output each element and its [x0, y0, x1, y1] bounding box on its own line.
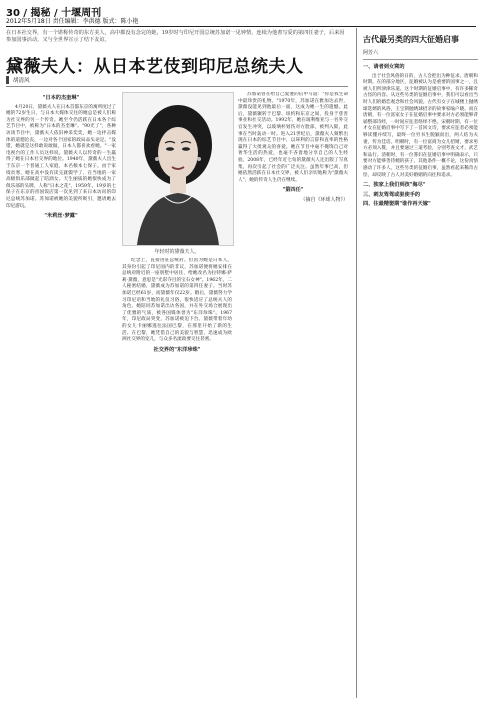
article-lead: 在日本社交界，有一个堪称传奇的东方美人，高中都没有念完的她，19岁时与印尼开国总统苏加诺一见钟情，连续为他書写爱的第四任妻子，后来因参加国事活动，又与全世界宣示了结下友谊。	[6, 30, 345, 43]
article-column-2	[122, 258, 232, 697]
sidebar-heading: 二、独家上我们到孩"海尽"	[363, 182, 426, 189]
section-heading: 社交界的"东洋珍珠"	[153, 346, 201, 353]
sidebar-body	[363, 64, 478, 208]
column-text: 苏加诺曾在给自己爱妻的信中写道："你是我生命中最珍贵的礼物。"1970年，苏加诺在雅加达去世，黛薇没能见到他最后一面，这成为她一生的遗憾。此后，黛薇辗转于巴黎、纽约和东京之间，投身于慈善事业和社交活动。1992年，她在玻利维亚与一名外交官发生冲突，以玻璃杯划伤对方脸部，被判入狱，此事在当时轰动一时。进入21世纪后，黛薇夫人频繁出现在日本的综艺节目中，以犀利的言辞和直率的性格赢得了大批观众的喜爱。她在节目中毫不掩饰自己对奢华生活的热爱，也毫不吝啬地分享自己的人生经验。2008年，已经年近七旬的黛薇夫人还出版了写真集，再次引起了社会的广泛关注。虽然年事已高，但她依然活跃在日本社交界，被人们亲切地称为"黛薇夫人"，她的传奇人生仍在继续。	[238, 92, 348, 183]
sidebar-text: 出于社会风俗的日的，古人会把出为种征求。唐朝和时期，在的部分地区，征婚被认为是重要的国事之一，且被人们所津津乐道。这个时期的征婚启事中，有许多稀奇古怪的内容。从这些另类的征婚启事中，我们可以看出当时人们的婚恋观念和社会风貌。古代有女子在城楼上抛绣球选婿的风俗，王宝钏抛绣球招亲的故事家喻户晓。而在唐朝，有一位富家女子在征婚启事中要求对方必须能够背诵整部诗经，一时间应征者络绎不绝。宋朝时期，有一位才女在征婚启事中写下了一首回文诗，要求应征者必须能够读懂并续写，最终一位穷书生脱颖而出，两人结为夫妻，传为佳话。明朝时，有一位富商为女儿招婿，要求男方必须入赘，并且要通过三道考验，分别考查文才、武艺和品行。清朝时，有一位寡妇在征婚启事中明确表示，只要对方能够善待她的孩子，其他条件一概不论，这份真情感动了许多人。这些另类的征婚启事，虽然看起来稀奇古怪，却反映了古人对美好婚姻的向往和追求。	[363, 73, 478, 178]
issue-meta: 2012年5月18日 责任编辑：李洪德 版式：陈小艳	[6, 18, 139, 25]
sidebar-title: 古代最另类的四大征婚启事	[363, 35, 459, 44]
article-column-3	[238, 92, 348, 697]
portrait-illustration	[123, 93, 233, 245]
sidebar-article	[356, 28, 478, 698]
article-column-1	[6, 92, 116, 697]
column-text: 4月20日，黛薇夫人在日本首都东京的寓所度过了她的72岁生日，与日本大媒体交往的她总是被人们称为社交界的另一个传奇。她至今仍活跃在日本各个综艺节目中，被称为"日本的杰奎琳"。"90光了"，各种访谈节目中，黛薇夫人依旧神采奕奕，她一边抨击媒体的道德沦丧，一边对各个国家的政局品头论足。"没错，她就是这样敢说敢做，日本人都喜欢看她。"一家电视台的工作人员这样说。黛薇夫人以传奇的一生赢得了她在日本社交界的地位。1940年，黛薇夫人出生于东京一个普通工人家庭，本名根本七保子。由于家境贫寒，她在高中没有读完就辍学了，在当地的一家高级俱乐部做起了陪酒女。天生丽质的她很快成为了俱乐部的头牌，人称"日本之花"。1959年，19岁的七保子在东京的帝国饭店第一次见到了来日本访问的印尼总统苏加诺。苏加诺被她的美貌所吸引，邀请她去印尼游玩。	[6, 104, 116, 209]
title-rule	[6, 86, 348, 87]
sidebar-heading: 三、刺友驾驾或驱使手的	[363, 191, 421, 198]
portrait-photo	[122, 92, 234, 246]
column-text: 纪念上，直接进驻总统府。但因为她是日本人，其身份引起了印尼国内的非议，苏加诺便将她安排在总统府附近的一座别墅中居住，给她改名为拉特娜·萨莉·黛薇，意思是"光彩夺目的宝石女神"。1962年，二人秘密结婚，黛薇成为苏加诺的第四任妻子。当时苏加诺已经61岁，而黛薇年仅22岁。婚后，黛薇努力学习印尼语和当地的礼仪习俗，很快适应了总统夫人的角色。她陪同苏加诺出访各国，并在外交场合展现出了优雅的气质，被各国媒体誉为"东洋珍珠"。1967年，印尼政局突变，苏加诺被迫下台。黛薇带着年幼的女儿卡丽娜逃往法国巴黎，在那里开始了新的生活。在巴黎，她凭借自己的美貌与智慧，迅速成为欧洲社交界的宠儿，与众多名流政要交往甚密。	[122, 258, 232, 343]
section-title: 30 / 揭秘 / 十堰周刊	[6, 8, 102, 19]
page-header	[6, 4, 476, 27]
section-heading: "第四任"	[282, 187, 304, 194]
article-byline: 胡清风	[6, 76, 30, 84]
sidebar-heading: 四、往最精娶期"谁作再天嫁"	[363, 201, 431, 208]
section-heading: "日本的杰奎琳"	[42, 95, 80, 101]
sidebar-byline: 阿芳六	[363, 49, 478, 60]
sidebar-heading: 一、请者到女窝的	[363, 64, 405, 70]
article-title: 黛薇夫人：从日本艺伎到印尼总统夫人	[6, 57, 304, 77]
photo-caption: 年轻时的黛薇夫人。	[154, 249, 200, 255]
section-heading: "米莉丝·梦露"	[44, 213, 78, 220]
article-source: （摘自《环球人物》）	[300, 196, 348, 203]
